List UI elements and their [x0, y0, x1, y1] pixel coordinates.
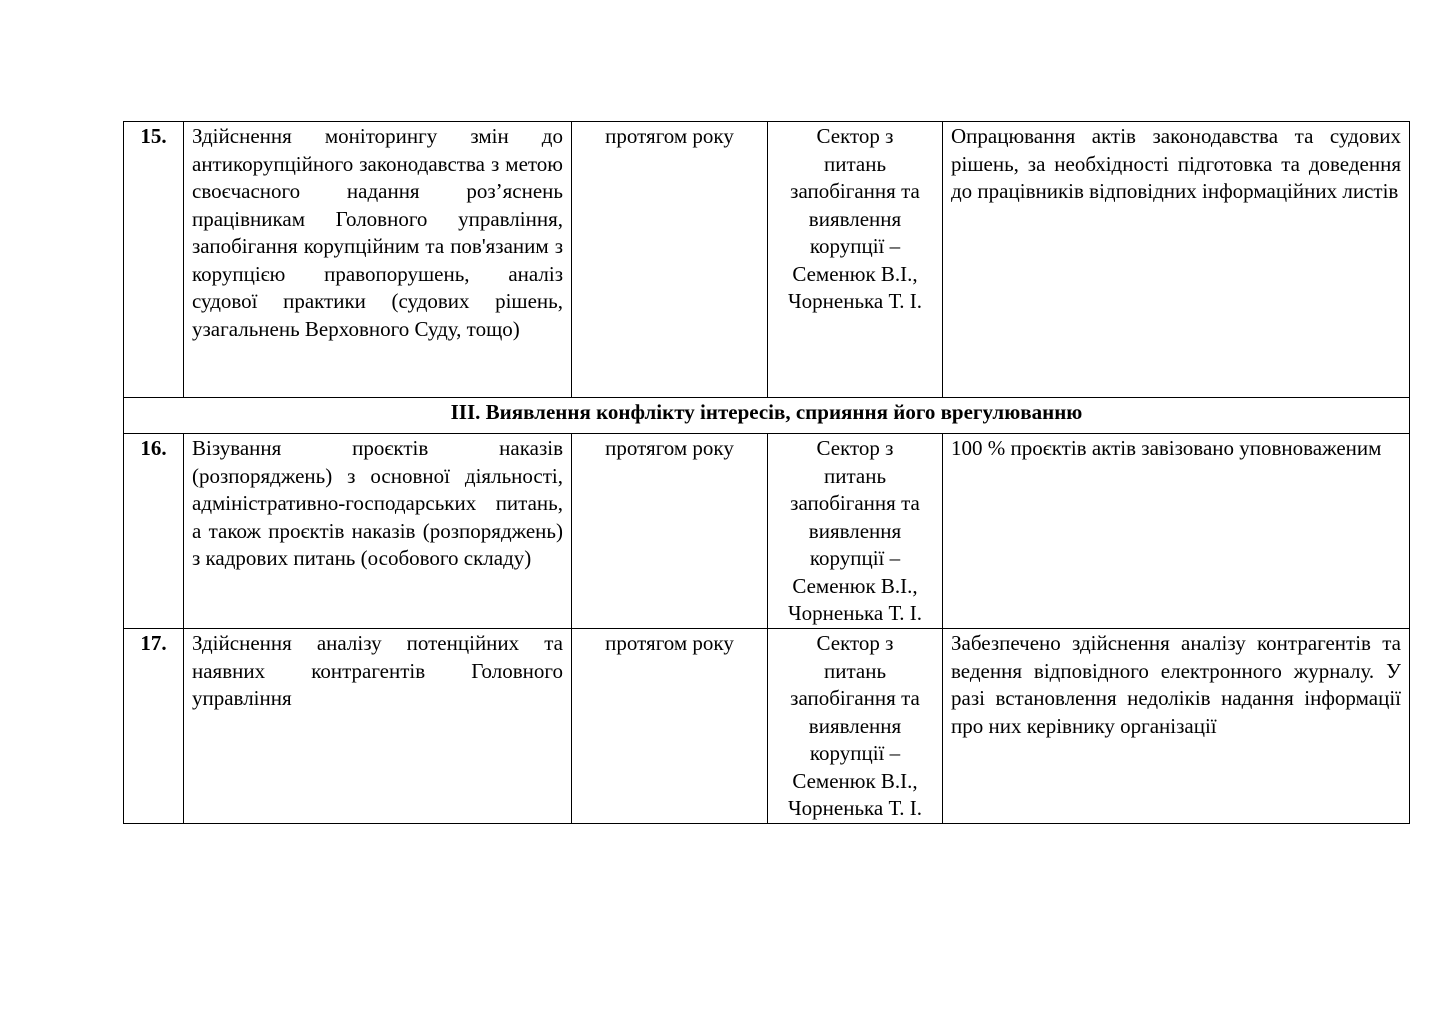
responsible-line: запобігання та [790, 491, 920, 515]
section-row [124, 398, 1410, 434]
responsible-line: Семенюк В.І., [792, 261, 918, 286]
expected-result: Опрацювання актів законодавства та судових рішень, за необхідності підготовка та доведення до працівників відповідних інформаційних листів [943, 122, 1410, 398]
table-row [124, 122, 1410, 398]
section-heading: ІІІ. Виявлення конфлікту інтересів, сприяння його врегулюванню [124, 398, 1410, 434]
action-plan-table [123, 121, 1410, 824]
responsible-person [768, 629, 943, 824]
responsible-line: корупції – [809, 546, 901, 570]
responsible-line: запобігання та [790, 179, 920, 203]
responsible-line: Чорненька Т. І. [788, 601, 922, 625]
table-row [124, 434, 1410, 629]
measure-description: Здійснення моніторингу змін до антикорупційного законодавства з метою своєчасного надання роз’яснень працівникам Головного управління, запобігання корупційним та пов'язаним з корупцією правопорушень, аналіз судової практики (судових рішень, узагальнень Верховного Суду, тощо) [184, 122, 572, 398]
responsible-line: Сектор з [816, 436, 894, 460]
responsible-line: Чорненька Т. І. [788, 796, 922, 820]
responsible-person [768, 122, 943, 398]
expected-result: 100 % проєктів актів завізовано уповноваженим [943, 434, 1410, 629]
responsible-line: Сектор з [816, 631, 894, 655]
responsible-line: питань [823, 658, 887, 683]
execution-term: протягом року [572, 434, 768, 629]
responsible-line: питань [823, 463, 887, 488]
responsible-line: виявлення [808, 518, 902, 543]
responsible-line: Семенюк В.І., [792, 768, 918, 793]
expected-result: Забезпечено здійснення аналізу контрагентів та ведення відповідного електронного журналу. У разі встановлення недоліків надання інформації про них керівнику організації [943, 629, 1410, 824]
responsible-line: виявлення [808, 713, 902, 738]
responsible-line: питань [823, 151, 887, 176]
responsible-line: Сектор з [816, 124, 894, 148]
responsible-line: виявлення [808, 206, 902, 231]
responsible-line: Семенюк В.І., [792, 573, 918, 598]
responsible-person [768, 434, 943, 629]
responsible-line: Чорненька Т. І. [788, 289, 922, 313]
measure-description: Візування проєктів наказів (розпоряджень) з основної діяльності, адміністративно-господарських питань, а також проєктів наказів (розпоряджень) з кадрових питань (особового складу) [184, 434, 572, 629]
responsible-line: корупції – [809, 234, 901, 258]
execution-term: протягом року [572, 122, 768, 398]
table-row [124, 629, 1410, 824]
responsible-line: запобігання та [790, 686, 920, 710]
responsible-line: корупції – [809, 741, 901, 765]
execution-term: протягом року [572, 629, 768, 824]
measure-description: Здійснення аналізу потенційних та наявних контрагентів Головного управління [184, 629, 572, 824]
row-number: 17. [124, 629, 184, 824]
row-number: 15. [124, 122, 184, 398]
row-number: 16. [124, 434, 184, 629]
